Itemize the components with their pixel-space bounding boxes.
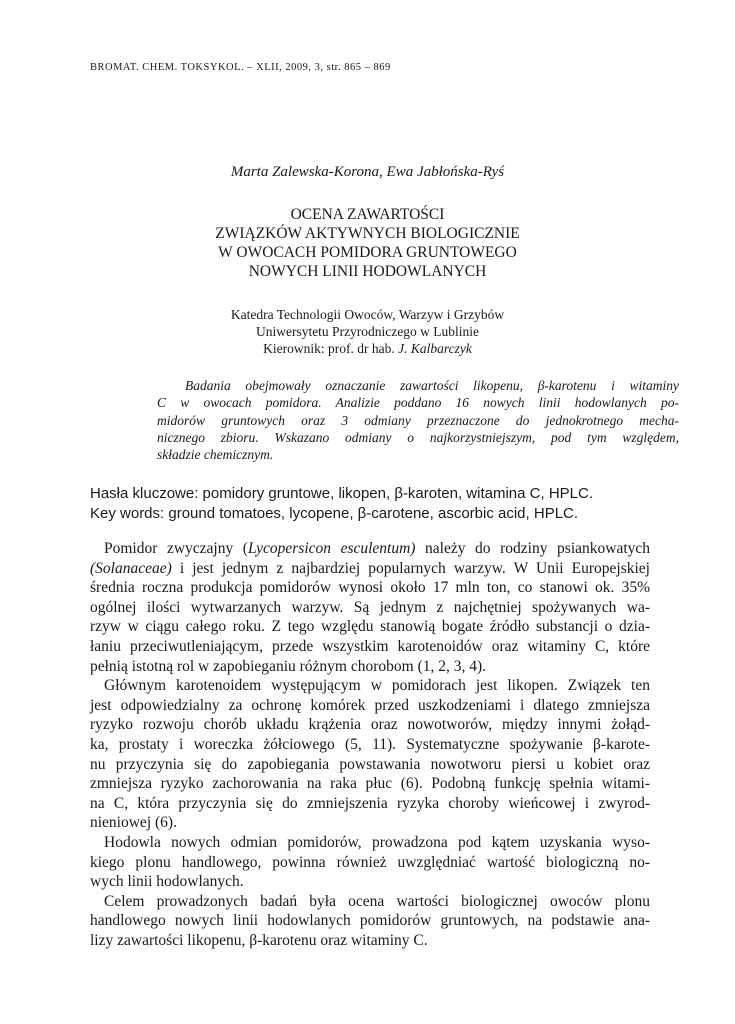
abstract-line: składzie chemicznym. [157, 447, 274, 463]
keywords-english: Key words: ground tomatoes, lycopene, β-carotene, ascorbic acid, HPLC. [90, 505, 579, 522]
body-line: ka, prostaty i woreczka żółciowego (5, 11). Systematyczne spożywanie β-karote- [90, 735, 650, 753]
affiliation-department: Katedra Technologii Owoców, Warzyw i Grzybów [230, 307, 505, 322]
keywords-polish: Hasła kluczowe: pomidory gruntowe, likopen, β-karoten, witamina C, HPLC. [90, 485, 594, 502]
affiliation-head-prefix: Kierownik: prof. dr hab. [263, 341, 399, 356]
body-line: Hodowla nowych odmian pomidorów, prowadzona pod kątem uzyskania wyso- [104, 833, 650, 851]
body-line: kiego plonu handlowego, powinna również uwzględniać wartość biologiczną no- [90, 853, 650, 871]
title-line: ZWIĄZKÓW AKTYWNYCH BIOLOGICZNIE [215, 225, 520, 242]
affiliation-head [0, 340, 735, 357]
body-text: i jest jednym z najbardziej popularnych warzyw. W Unii Europejskiej [171, 559, 650, 577]
title-line: NOWYCH LINII HODOWLANYCH [248, 263, 487, 280]
title-line: OCENA ZAWARTOŚCI [290, 206, 445, 223]
body-line: lizy zawartości likopenu, β-karotenu oraz witaminy C. [90, 931, 428, 949]
body-line [90, 559, 650, 579]
family-name: (Solanaceae) [90, 559, 172, 577]
body-line: nu przyczynia się do zapobiegania powstawania nowotworu piersi u kobiet oraz [90, 755, 650, 773]
body-line [90, 539, 650, 559]
abstract-line: C w owocach pomidora. Analizie poddano 16 nowych linii hodowlanych po- [157, 395, 679, 411]
body-line: Celem prowadzonych badań była ocena wartości biologicznej owoców plonu [104, 892, 650, 910]
body-line: handlowego nowych linii hodowlanych pomidorów gruntowych, na podstawie ana- [90, 912, 650, 930]
body-line: średnia roczna produkcja pomidorów wynosi około 17 mln ton, co stanowi ok. 35% [90, 579, 650, 597]
keywords [90, 484, 593, 524]
article-body [90, 539, 650, 950]
title-line: W OWOCACH POMIDORA GRUNTOWEGO [218, 244, 517, 261]
article-title [0, 205, 735, 281]
body-line: ryzyko rozwoju chorób układu krążenia oraz nowotworów, między innymi żołąd- [90, 716, 650, 734]
article-authors: Marta Zalewska-Korona, Ewa Jabłońska-Ryś [230, 164, 505, 180]
affiliation-head-name: J. Kalbarczyk [398, 341, 472, 356]
body-text: należy do rodziny psiankowatych [415, 540, 651, 557]
affiliation [0, 306, 735, 357]
body-line: ogólnej ilości wytwarzanych warzyw. Są jednym z najchętniej spożywanych wa- [90, 598, 650, 616]
body-line: rzyw w ciągu całego roku. Z tego względu stanowią bogate źródło substancji o dzia- [90, 618, 650, 636]
body-line: wych linii hodowlanych. [90, 873, 244, 891]
body-line: pełnią istotną rol w zapobieganiu różnym chorobom (1, 2, 3, 4). [90, 657, 487, 675]
affiliation-university: Uniwersytetu Przyrodniczego w Lublinie [255, 324, 480, 339]
body-line: nieniowej (6). [90, 814, 177, 832]
species-name: Lycopersicon esculentum) [247, 540, 416, 557]
body-line: jest odpowiedzialny za ochronę komórek przed uszkodzeniami i dlatego zmniejsza [90, 696, 650, 714]
body-text: Pomidor zwyczajny ( [104, 540, 248, 557]
body-line: zmniejsza ryzyko zachorowania na raka płuc (6). Podobną funkcję spełnia witami- [90, 775, 650, 793]
abstract-line: midorów gruntowych oraz 3 odmiany przeznaczone do jednokrotnego mecha- [157, 412, 679, 428]
body-line: łaniu przeciwutleniającym, przede wszystkim karotenoidów oraz witaminy C, które [90, 637, 650, 655]
abstract-line: nicznego zbioru. Wskazano odmiany o najkorzystniejszym, pod tym względem, [157, 429, 679, 445]
abstract-line: Badania obejmowały oznaczanie zawartości likopenu, β-karotenu i witaminy [185, 378, 679, 393]
body-line: Głównym karotenoidem występującym w pomidorach jest likopen. Związek ten [104, 677, 650, 695]
journal-reference: BROMAT. CHEM. TOKSYKOL. – XLII, 2009, 3, str. 865 – 869 [90, 62, 391, 73]
abstract [157, 377, 679, 463]
body-line: na C, która przyczynia się do zmniejszenia ryzyka choroby wieńcowej i zwyrod- [90, 794, 650, 812]
